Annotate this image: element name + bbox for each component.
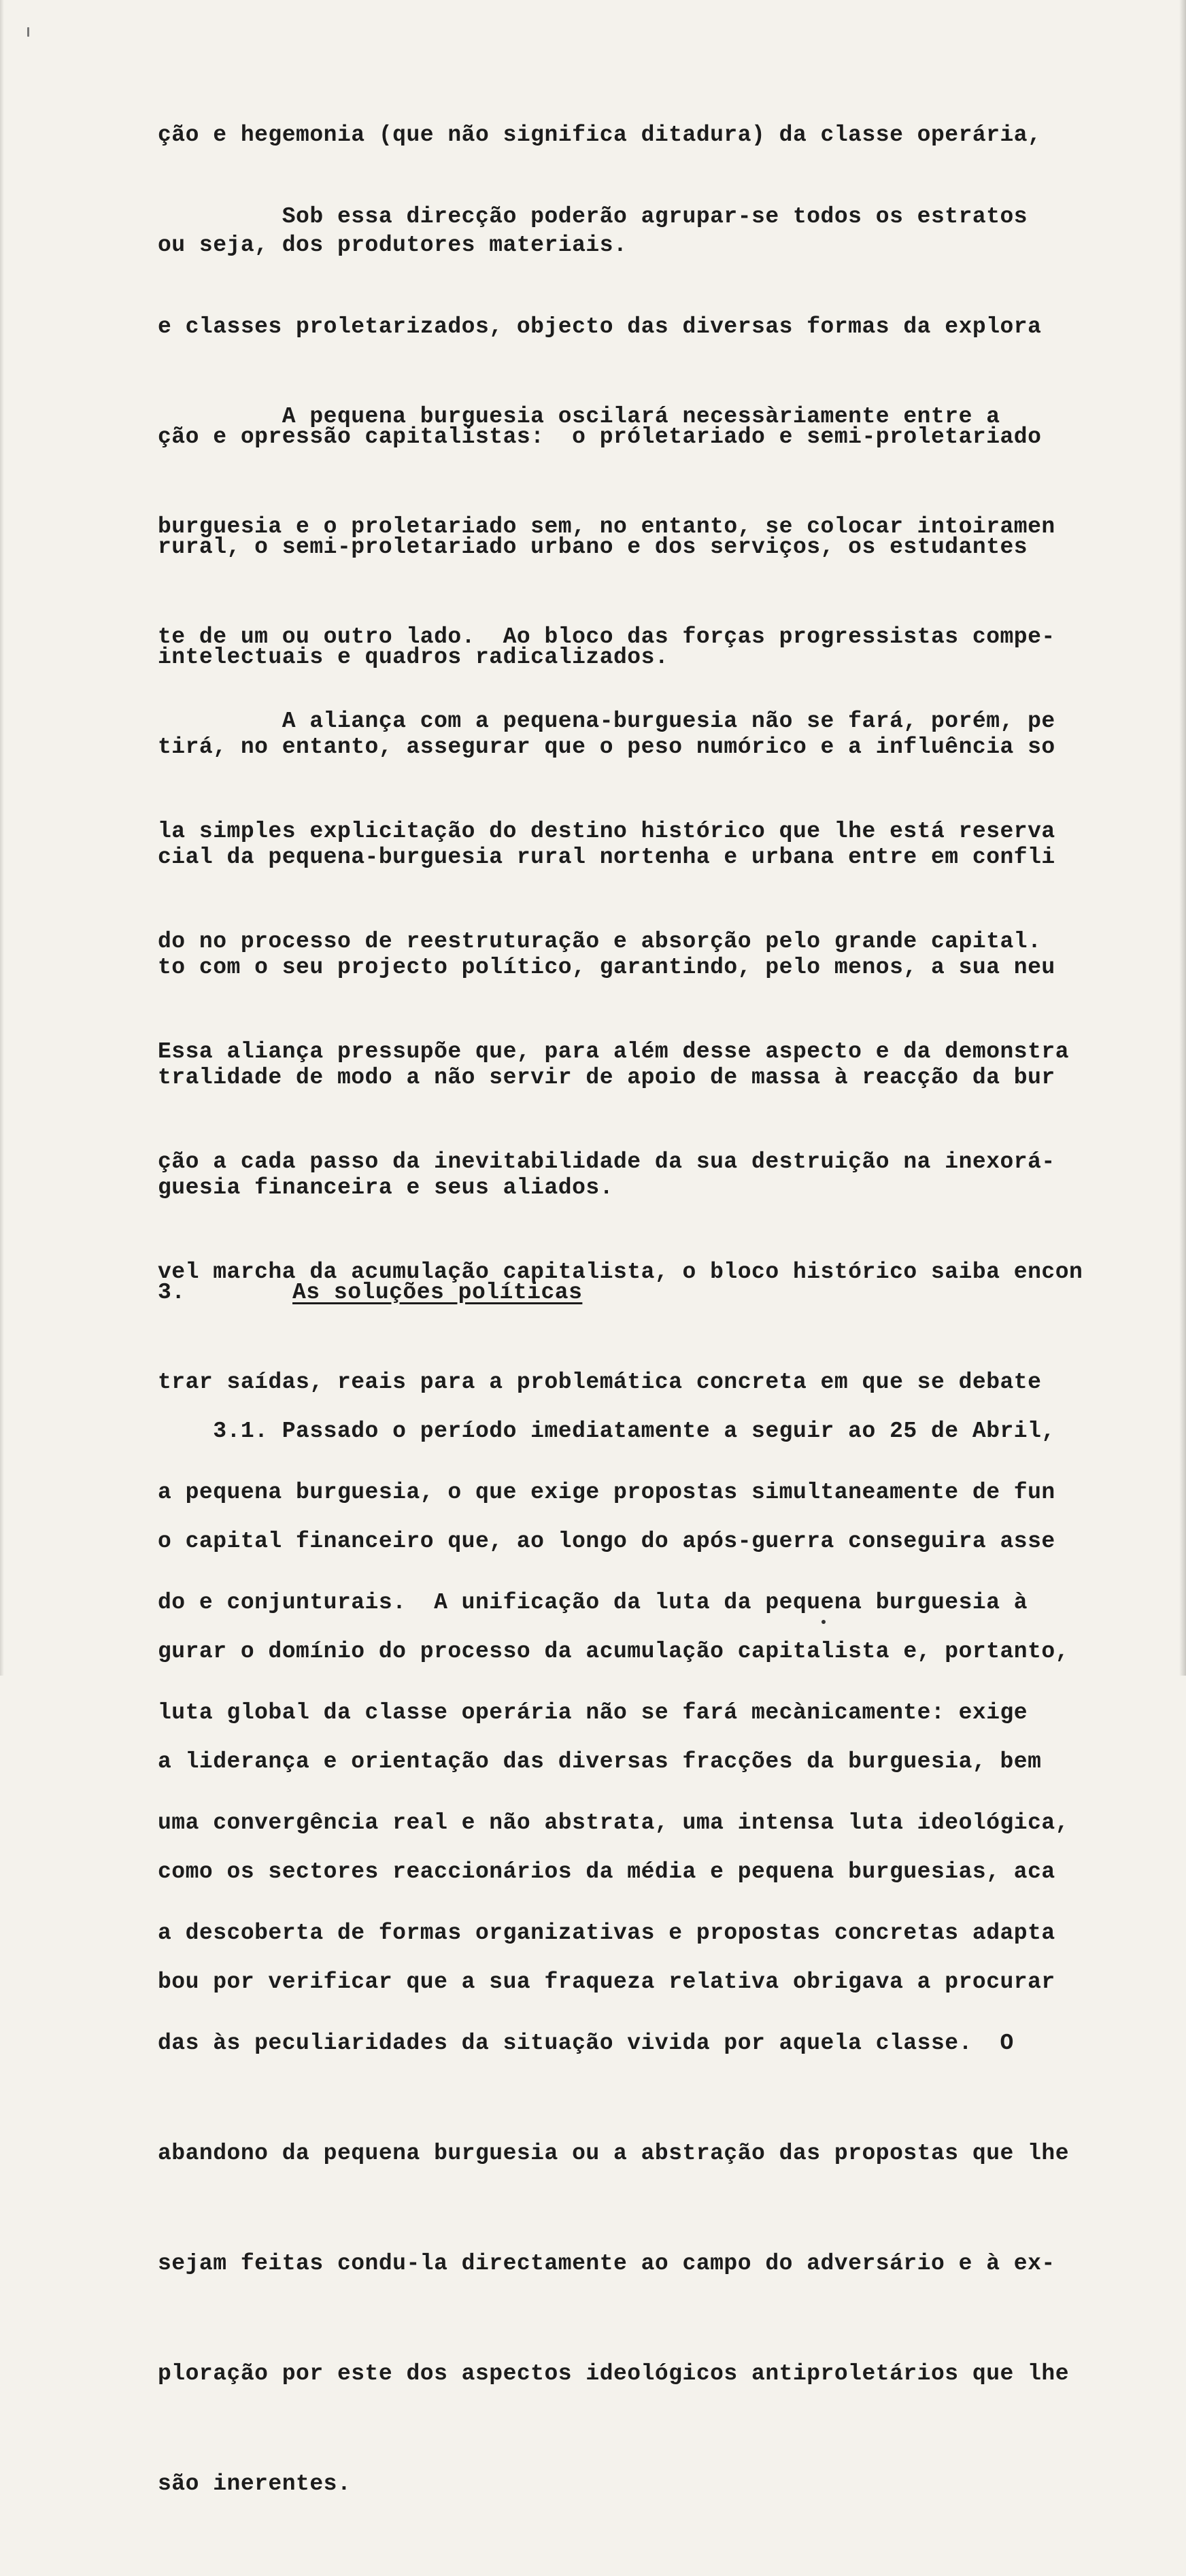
text-line: ção a cada passo da inevitabilidade da sua destruição na inexorá- [158, 1149, 1055, 1174]
text-line: a liderança e orientação das diversas fracções da burguesia, bem [158, 1749, 1042, 1774]
text-line: luta global da classe operária não se fará mecànicamente: exige [158, 1700, 1028, 1725]
text-line: o capital financeiro que, ao longo do após-guerra conseguira asse [158, 1529, 1055, 1554]
text-line: vel marcha da acumulação capitalista, o bloco histórico saiba encon [158, 1259, 1083, 1285]
text-line: a pequena burguesia, o que exige propostas simultaneamente de fun [158, 1480, 1055, 1505]
scan-left-edge [0, 0, 4, 1676]
text-line: ção e opressão capitalistas: o próletariado e semi-proletariado [158, 424, 1042, 450]
text-line: tirá, no entanto, assegurar que o peso numórico e a influência so [158, 734, 1055, 760]
section-heading [158, 1280, 770, 1321]
text-line: to com o seu projecto político, garantindo, pelo menos, a sua neu [158, 955, 1055, 980]
text-line: Sob essa direcção poderão agrupar-se todos os estratos [158, 204, 1028, 229]
text-line: te de um ou outro lado. Ao bloco das forças progressistas compe- [158, 624, 1055, 649]
text-line: A pequena burguesia oscilará necessàriamente entre a [158, 404, 1000, 429]
text-line: abandono da pequena burguesia ou a abstração das propostas que lhe [158, 2141, 1070, 2166]
text-line: bou por verificar que a sua fraqueza relativa obrigava a procurar [158, 1969, 1055, 1995]
section-title: As soluções políticas [292, 1280, 583, 1305]
scan-right-edge [1179, 0, 1186, 1676]
text-line: cial da pequena-burguesia rural nortenha e urbana entre em confli [158, 845, 1055, 870]
text-line: Essa aliança pressupõe que, para além desse aspecto e da demonstra [158, 1039, 1070, 1064]
text-line: 3.1. Passado o período imediatamente a seguir ao 25 de Abril, [158, 1419, 1055, 1444]
text-line: e classes proletarizados, objecto das diversas formas da explora [158, 314, 1042, 339]
text-line: a descoberta de formas organizativas e propostas concretas adapta [158, 1920, 1055, 1946]
scan-mark [27, 27, 29, 37]
text-line: la simples explicitação do destino histórico que lhe está reserva [158, 819, 1055, 844]
text-line: do no processo de reestruturação e absorção pelo grande capital. [158, 929, 1042, 954]
text-line: ploração por este dos aspectos ideológicos antiproletários que lhe [158, 2361, 1070, 2386]
section-number: 3. [158, 1280, 186, 1305]
paragraph-political-solutions [158, 1340, 1151, 2074]
text-line: tralidade de modo a não servir de apoio de massa à reacção da bur [158, 1065, 1055, 1090]
text-line: uma convergência real e não abstrata, uma intensa luta ideológica, [158, 1810, 1070, 1835]
text-line: do e conjunturais. A unificação da luta da pequena burguesia à [158, 1590, 1028, 1615]
text-line: das às peculiaridades da situação vivida por aquela classe. O [158, 2031, 1014, 2056]
text-line: ou seja, dos produtores materiais. [158, 233, 628, 258]
text-line: intelectuais e quadros radicalizados. [158, 645, 669, 670]
text-line: rural, o semi-proletariado urbano e dos serviços, os estudantes [158, 535, 1028, 560]
text-line: ção e hegemonia (que não significa ditadura) da classe operária, [158, 122, 1042, 148]
text-line: trar saídas, reais para a problemática concreta em que se debate [158, 1370, 1042, 1395]
text-line: A aliança com a pequena-burguesia não se fará, porém, pe [158, 709, 1055, 734]
text-line: sejam feitas condu-la directamente ao campo do adversário e à ex- [158, 2251, 1055, 2276]
text-line: guesia financeira e seus aliados. [158, 1175, 614, 1200]
text-line: gurar o domínio do processo da acumulação capitalista e, portanto, [158, 1639, 1070, 1664]
text-line: como os sectores reaccionários da média e pequena burguesias, aca [158, 1859, 1055, 1884]
text-line: burguesia e o proletariado sem, no entanto, se colocar intoiramen [158, 514, 1055, 539]
scan-speck [821, 1620, 826, 1624]
text-line: são inerentes. [158, 2471, 352, 2496]
